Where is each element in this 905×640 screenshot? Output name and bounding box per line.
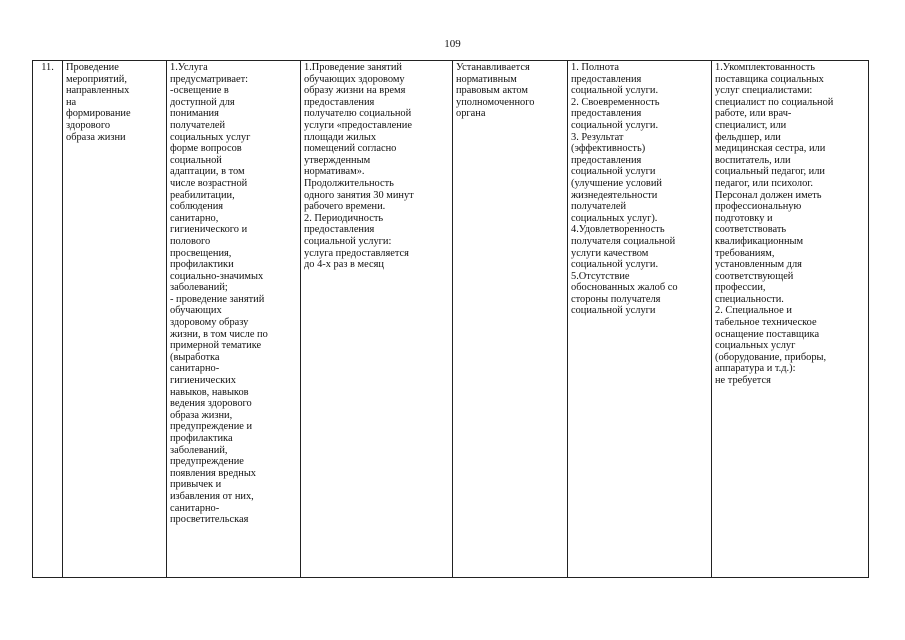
table-row [33,61,869,578]
quality-cell [568,61,712,578]
service-cost: Устанавливается нормативным правовым актом уполномоченного органа [456,62,535,120]
services-table [32,60,869,578]
cost-cell [453,61,568,578]
row-number: 11. [41,62,54,73]
service-name-cell [63,61,167,578]
row-number-cell [33,61,63,578]
service-description: 1.Услуга предусматривает: -освещение в доступной для понимания получателей социальных услуг форме вопросов социальной адаптации, в том числе возрастной реабилитации, соблюдения санитарно, гигиенического и полового просвещения, профилактики социально-значимых заболеваний; - проведение занятий обучающих здоровому образу жизни, в том числе по примерной тематике (выработка санитарно- гигиенических навыков, навыков ведения здорового образа жизни, предупреждение и профилактика заболеваний, предупреждение появления вредных привычек и избавления от них, санитарно- просветительская [170,62,268,526]
conditions-cell [712,61,869,578]
duration-cell [301,61,453,578]
service-conditions: 1.Укомплектованность поставщика социальных услуг специалистами: специалист по социальной работе, или врач- специалист, или фельдшер, или медицинская сестра, или воспитатель, или социальный педагог, или педагог, или психолог. Персонал должен иметь профессиональную подготовку и соответствовать квалификационным требованиям, установленным для соответствующей профессии, специальности. 2. Специальное и табельное техническое оснащение поставщика социальных услуг (оборудование, приборы, аппаратура и т.д.): не требуется [715,62,834,387]
service-description-cell [167,61,301,578]
quality-indicators: 1. Полнота предоставления социальной услуги. 2. Своевременность предоставления социальной услуги. 3. Результат (эффективность) предоставления социальной услуги (улучшение условий жизнедеятельности получателей социальных услуг). 4.Удовлетворенность получателя социальной услуги качеством социальной услуги. 5.Отсутствие обоснованных жалоб со стороны получателя социальной услуги [571,62,678,317]
duration-and-periodicity: 1.Проведение занятий обучающих здоровому образу жизни на время предоставления получателю социальной услуги «предоставление площади жилых помещений согласно утвержденным нормативам». Продолжительность одного занятия 30 минут рабочего времени. 2. Периодичность предоставления социальной услуги: услуга предоставляется до 4-х раз в месяц [304,62,414,271]
page-number: 109 [444,38,461,50]
service-name: Проведение мероприятий, направленных на формирование здорового образа жизни [66,62,131,143]
